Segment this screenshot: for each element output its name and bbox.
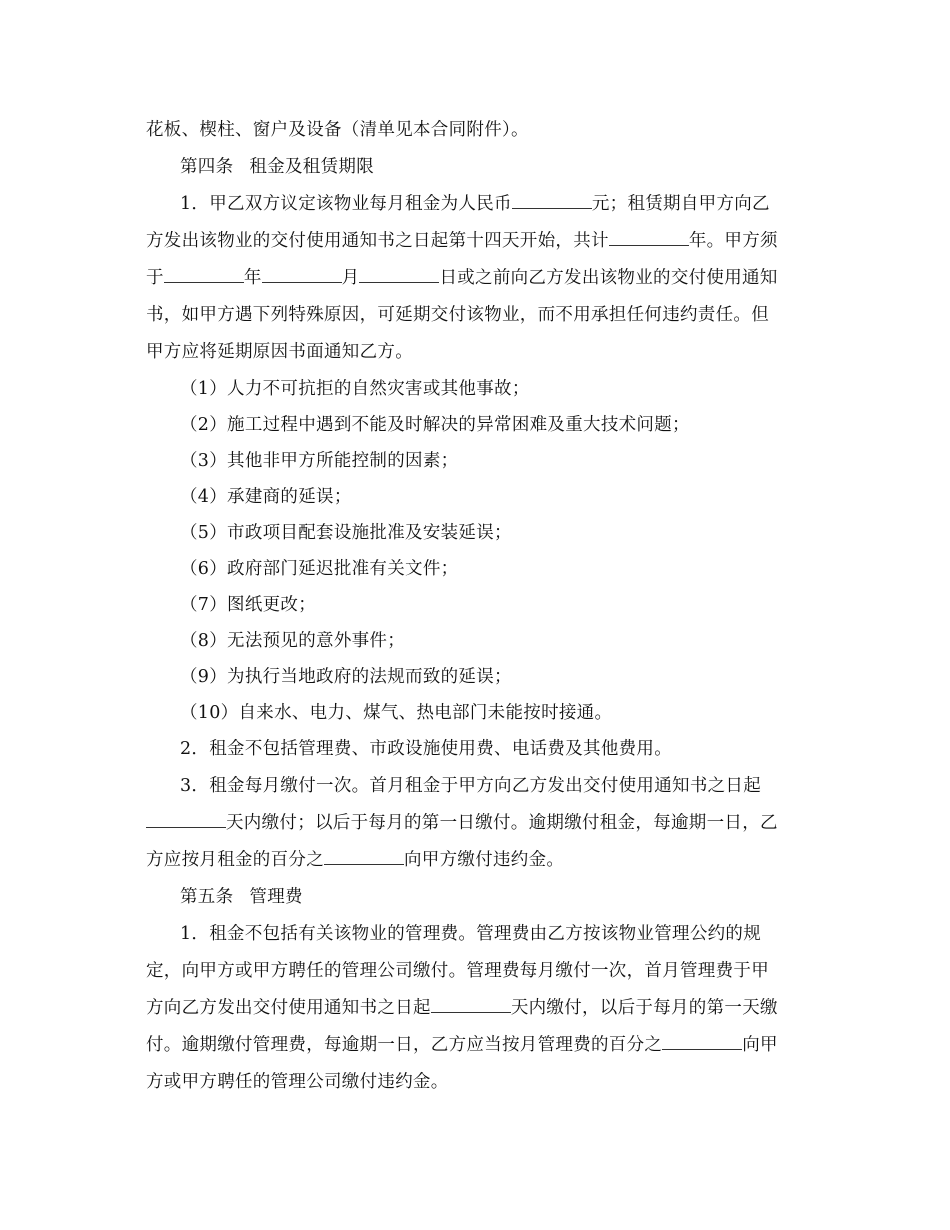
text-span: （7）图纸更改； (180, 595, 317, 615)
list-item (180, 594, 316, 616)
list-item (180, 378, 530, 400)
paragraph-line (180, 193, 770, 215)
text-span: （4）承建商的延误； (180, 487, 352, 507)
text-span: 年。甲方须 (688, 231, 778, 251)
paragraph-line (146, 812, 778, 834)
text-span: 方应按月租金的百分之 (146, 850, 324, 870)
article-number: 第四条 (180, 157, 234, 177)
paragraph-line (146, 849, 564, 871)
text-span: 甲方应将延期原因书面通知乙方。 (146, 342, 413, 362)
section-heading-article-4 (180, 156, 374, 178)
text-span: 方发出该物业的交付使用通知书之日起第十四天开始，共计 (146, 231, 609, 251)
text-span: 方向乙方发出交付使用通知书之日起 (146, 998, 431, 1018)
text-span: 花板、楔柱、窗户及设备（清单见本合同附件）。 (146, 120, 529, 140)
text-span: （8）无法预见的意外事件； (180, 631, 406, 651)
text-span: （3）其他非甲方所能控制的因素； (180, 451, 459, 471)
list-item (180, 558, 458, 580)
fill-in-blank[interactable] (609, 230, 689, 246)
article-title: 管理费 (249, 887, 303, 907)
paragraph-line (146, 997, 778, 1019)
article-number: 第五条 (180, 887, 234, 907)
text-span: 年 (243, 268, 262, 288)
paragraph-line (146, 960, 769, 982)
paragraph-line (146, 1071, 449, 1093)
fill-in-blank[interactable] (359, 267, 439, 283)
text-span: 1．甲乙双方议定该物业每月租金为人民币 (180, 194, 512, 214)
paragraph-line (180, 923, 761, 945)
text-span: （2）施工过程中遇到不能及时解决的异常困难及重大技术问题； (180, 415, 690, 435)
paragraph-line (146, 1034, 778, 1056)
fill-in-blank[interactable] (431, 997, 511, 1013)
text-span: 向甲方缴付违约金。 (404, 850, 565, 870)
text-span: （5）市政项目配套设施批准及安装延误； (180, 523, 512, 543)
list-item (180, 702, 612, 724)
text-span: 于 (146, 268, 164, 288)
fill-in-blank[interactable] (146, 812, 226, 828)
list-item (180, 486, 352, 508)
list-item (180, 666, 512, 688)
text-span: 方或甲方聘任的管理公司缴付违约金。 (146, 1072, 449, 1092)
text-span: 2．租金不包括管理费、市政设施使用费、电话费及其他费用。 (180, 739, 673, 759)
text-span: （1）人力不可抗拒的自然灾害或其他事故； (180, 379, 530, 399)
text-span: 定，向甲方或甲方聘任的管理公司缴付。管理费每月缴付一次，首月管理费于甲 (146, 961, 769, 981)
text-span: 付。逾期缴付管理费，每逾期一日，乙方应当按月管理费的百分之 (146, 1035, 663, 1055)
text-span: （10）自来水、电力、煤气、热电部门未能按时接通。 (180, 703, 613, 723)
list-item (180, 450, 458, 472)
paragraph-line (146, 119, 529, 141)
section-heading-article-5 (180, 886, 303, 908)
text-span: 1．租金不包括有关该物业的管理费。管理费由乙方按该物业管理公约的规 (180, 924, 762, 944)
text-span: 3．租金每月缴付一次。首月租金于甲方向乙方发出交付使用通知书之日起 (180, 776, 762, 796)
text-span: （6）政府部门延迟批准有关文件； (180, 559, 459, 579)
list-item (180, 522, 512, 544)
fill-in-blank[interactable] (512, 193, 592, 209)
list-item (180, 630, 405, 652)
text-span: （9）为执行当地政府的法规而致的延误； (180, 667, 512, 687)
text-span: 天内缴付，以后于每月的第一天缴 (510, 998, 778, 1018)
text-span: 日或之前向乙方发出该物业的交付使用通知 (439, 268, 778, 288)
paragraph-line (180, 738, 672, 760)
article-title: 租金及租赁期限 (249, 157, 375, 177)
text-span: 书，如甲方遇下列特殊原因，可延期交付该物业，而不用承担任何违约责任。但 (146, 305, 769, 325)
paragraph-line (146, 267, 778, 289)
text-span: 元；租赁期自甲方向乙 (591, 194, 770, 214)
text-span: 月 (341, 268, 360, 288)
fill-in-blank[interactable] (164, 267, 244, 283)
fill-in-blank[interactable] (662, 1034, 742, 1050)
paragraph-line (146, 341, 413, 363)
paragraph-line (146, 304, 769, 326)
list-item (180, 414, 690, 436)
fill-in-blank[interactable] (262, 267, 342, 283)
fill-in-blank[interactable] (324, 849, 404, 865)
text-span: 向甲 (742, 1035, 778, 1055)
paragraph-line (146, 230, 778, 252)
text-span: 天内缴付；以后于每月的第一日缴付。逾期缴付租金，每逾期一日，乙 (226, 813, 778, 833)
paragraph-line (180, 775, 761, 797)
